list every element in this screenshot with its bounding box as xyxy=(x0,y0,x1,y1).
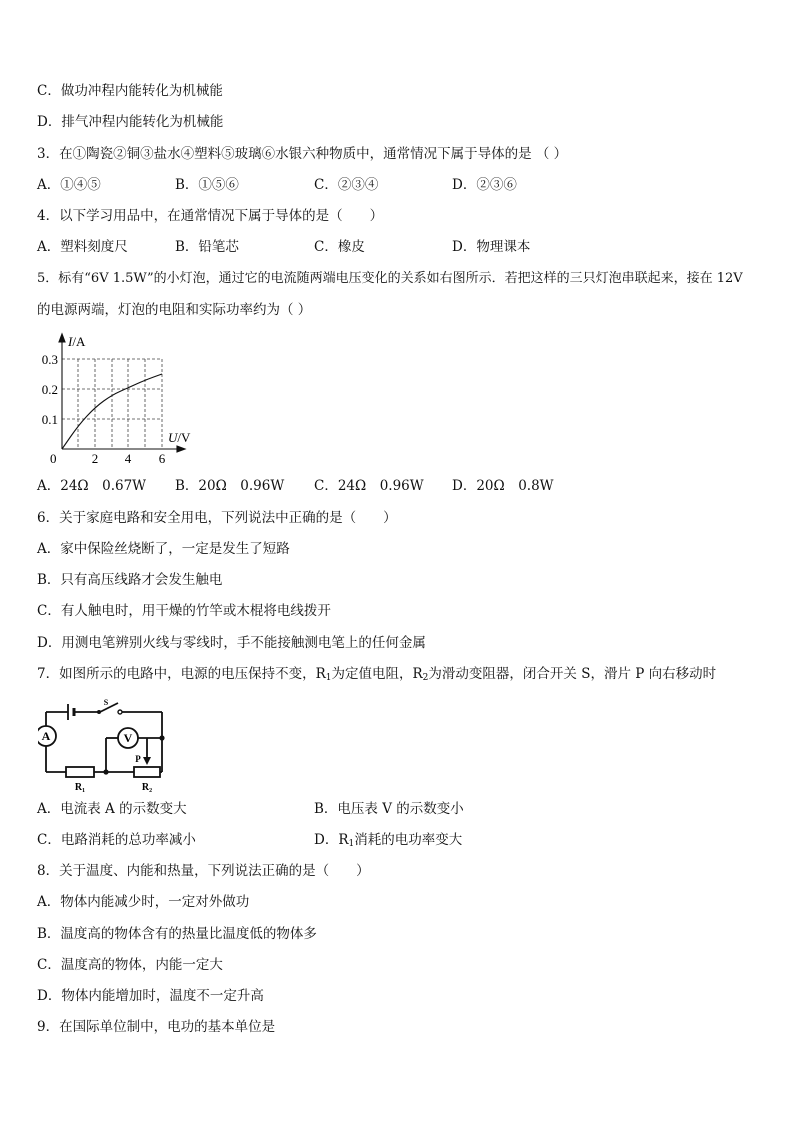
ammeter-label: A xyxy=(41,729,51,743)
q4-option-c: C．橡皮 xyxy=(314,239,365,255)
y-tick-0.3: 0.3 xyxy=(41,352,58,367)
q7-option-c: C．电路消耗的总功率减小 xyxy=(37,832,196,848)
q3-option-a: A．①④⑤ xyxy=(37,177,101,193)
q5-option-c: C．24Ω 0.96W xyxy=(314,478,424,494)
q7-text-1: 7．如图所示的电路中，电源的电压保持不变，R xyxy=(37,666,326,682)
junction-node xyxy=(159,735,164,740)
resistor-r2 xyxy=(134,767,160,777)
q3-option-b: B．①⑤⑥ xyxy=(175,177,239,193)
y-axis-arrow xyxy=(59,334,65,342)
origin-label: 0 xyxy=(50,451,57,466)
question-5-line-2: 的电源两端，灯泡的电阻和实际功率约为（ ） xyxy=(37,302,312,318)
x-tick-4: 4 xyxy=(124,451,132,466)
question-8: 8．关于温度、内能和热量，下列说法正确的是（ ） xyxy=(37,863,370,879)
q8-option-a: A．物体内能减少时，一定对外做功 xyxy=(37,894,250,910)
q6-option-c: C．有人触电时，用干燥的竹竿或木棍将电线拨开 xyxy=(37,603,331,619)
switch-label: S xyxy=(103,698,109,707)
question-9: 9．在国际单位制中，电功的基本单位是 xyxy=(37,1019,276,1035)
chart-grid xyxy=(62,359,162,449)
q6-option-b: B．只有高压线路才会发生触电 xyxy=(37,572,223,588)
q5-option-d: D．20Ω 0.8W xyxy=(452,478,554,494)
r1-label: R₁ xyxy=(74,782,86,793)
switch-pivot xyxy=(97,710,101,714)
q5-option-a: A．24Ω 0.67W xyxy=(37,478,147,494)
q5-option-b: B．20Ω 0.96W xyxy=(175,478,285,494)
q6-option-d: D．用测电笔辨别火线与零线时，手不能接触测电笔上的任何金属 xyxy=(37,635,426,651)
x-axis-label: U/V xyxy=(168,430,191,445)
q8-option-d: D．物体内能增加时，温度不一定升高 xyxy=(37,988,264,1004)
question-7 xyxy=(37,665,716,687)
q7-text-2: 为定值电阻，R xyxy=(331,666,423,682)
iu-chart xyxy=(36,332,196,468)
q3-option-c: C．②③④ xyxy=(314,177,379,193)
q7-text-3: 为滑动变阻器，闭合开关 S，滑片 P 向右移动时 xyxy=(428,666,717,682)
junction-node xyxy=(103,769,108,774)
q4-option-b: B．铅笔芯 xyxy=(175,239,239,255)
q8-option-c: C．温度高的物体，内能一定大 xyxy=(37,957,223,973)
q7-option-b: B．电压表 V 的示数变小 xyxy=(314,801,464,817)
y-tick-0.2: 0.2 xyxy=(41,382,58,397)
q7-option-d xyxy=(314,831,462,853)
q2-option-d: D．排气冲程内能转化为机械能 xyxy=(37,114,224,130)
q7d-text-2: 消耗的电功率变大 xyxy=(354,832,463,848)
q7-sub-1: 1 xyxy=(325,673,332,683)
question-3: 3．在①陶瓷②铜③盐水④塑料⑤玻璃⑥水银六种物质中，通常情况下属于导体的是 （ ） xyxy=(37,146,568,162)
x-tick-2: 2 xyxy=(91,451,99,466)
switch-blade xyxy=(100,703,118,712)
question-5-line-1: 5．标有“6V 1.5W”的小灯泡，通过它的电流随两端电压变化的关系如右图所示．若把这样的三只灯泡串联起来，接在 12V xyxy=(37,271,743,286)
q7d-text-1: D．R xyxy=(314,832,349,848)
circuit-diagram xyxy=(38,698,170,794)
q7-sub-2: 2 xyxy=(422,673,429,683)
r2-label: R₂ xyxy=(141,782,153,793)
y-axis-label: I/A xyxy=(68,334,86,349)
q7d-sub: 1 xyxy=(348,839,355,849)
q4-option-a: A．塑料刻度尺 xyxy=(37,239,128,255)
q8-option-b: B．温度高的物体含有的热量比温度低的物体多 xyxy=(37,926,317,942)
y-tick-0.1: 0.1 xyxy=(41,412,58,427)
resistor-r1 xyxy=(66,767,94,777)
x-axis-arrow xyxy=(177,446,185,452)
q3-option-d: D．②③⑥ xyxy=(452,177,517,193)
q6-option-a: A．家中保险丝烧断了，一定是发生了短路 xyxy=(37,541,290,557)
q7-option-a: A．电流表 A 的示数变大 xyxy=(37,801,187,817)
question-6: 6．关于家庭电路和安全用电，下列说法中正确的是（ ） xyxy=(37,510,397,526)
x-tick-6: 6 xyxy=(158,451,166,466)
slider-arrow xyxy=(143,757,151,765)
question-4: 4．以下学习用品中，在通常情况下属于导体的是（ ） xyxy=(37,208,384,224)
switch-contact xyxy=(118,710,122,714)
q4-option-d: D．物理课本 xyxy=(452,239,531,255)
voltmeter-label: V xyxy=(123,731,133,745)
slider-label: P xyxy=(135,754,141,764)
q2-option-c: C．做功冲程内能转化为机械能 xyxy=(37,83,223,99)
